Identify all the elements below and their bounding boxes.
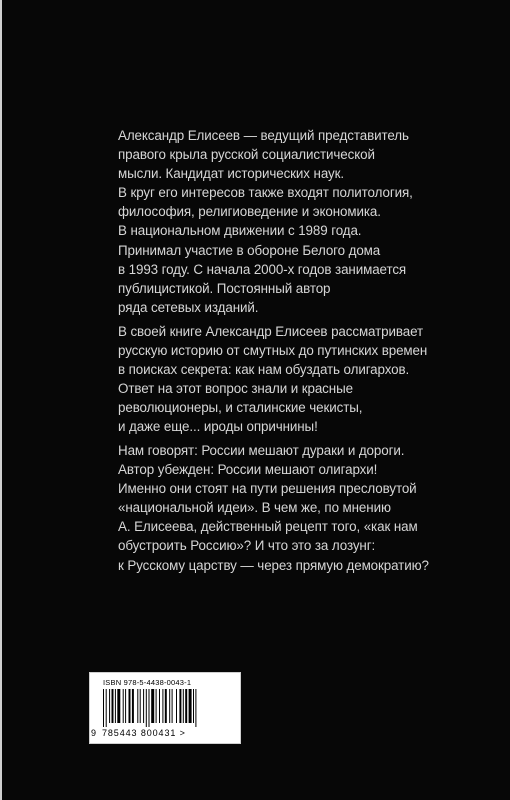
description-line: русскую историю от смутных до путинских времен: [118, 343, 428, 359]
barcode-bar: [146, 689, 147, 727]
barcode-bar: [183, 689, 184, 723]
isbn-label: ISBN 978-5-4438-0043-1: [103, 678, 192, 687]
bio-line: в 1993 году. С начала 2000-х годов занимается: [118, 261, 407, 277]
quote-line: «национальной идеи». В чем же, по мнению: [118, 500, 391, 516]
barcode-bar: [176, 689, 177, 723]
bio-line: Принимал участие в обороне Белого дома: [118, 242, 381, 258]
bio-line: философия, религиоведение и экономика.: [118, 204, 381, 220]
quote-line: Автор убежден: России мешают олигархи!: [118, 462, 378, 478]
barcode-bar: [140, 689, 141, 723]
barcode-bar: [151, 689, 154, 723]
description-line: в поисках секрета: как нам обуздать олигархов.: [118, 362, 410, 378]
barcode-digits: 785443 800431 >: [102, 728, 186, 738]
quote-line: А. Елисеева, действенный рецепт того, «как нам: [118, 519, 418, 535]
description-line: революционеры, и сталинские чекисты,: [118, 400, 363, 416]
book-description: [118, 322, 478, 437]
bio-line: В национальном движении с 1989 года.: [118, 223, 362, 239]
book-quote: [118, 441, 478, 575]
barcode-bar: [132, 689, 134, 723]
quote-line: к Русскому царству — через прямую демократию?: [118, 557, 429, 573]
description-line: Ответ на этот вопрос знали и красные: [118, 381, 353, 397]
description-line: В своей книге Александр Елисеев рассматривает: [118, 324, 424, 339]
bio-line: правого крыла русской социалистической: [118, 147, 375, 163]
barcode-bar: [159, 689, 160, 723]
barcode-bar: [137, 689, 138, 723]
barcode-bar: [185, 689, 187, 723]
barcode-bar: [112, 689, 114, 723]
bio-line: В круг его интересов также входят политология,: [118, 185, 413, 201]
barcode-bar: [115, 689, 116, 723]
bio-line: Александр Елисеев — ведущий представитель: [118, 128, 409, 143]
barcode-bar: [189, 689, 192, 723]
barcode-bar: [143, 689, 144, 723]
quote-line: Нам говорят: России мешают дураки и дороги.: [118, 443, 405, 458]
description-line: и даже еще... ироды опричнины!: [118, 419, 318, 435]
barcode-bar: [179, 689, 181, 723]
barcode-bar: [149, 689, 150, 727]
isbn-barcode: [89, 672, 241, 744]
barcode-first-digit: 9: [91, 728, 97, 738]
barcode-bar: [103, 689, 104, 727]
bio-line: мысли. Кандидат исторических наук.: [118, 166, 344, 182]
barcode-bar: [195, 689, 196, 727]
barcode-bar: [165, 689, 167, 723]
barcode-bar: [193, 689, 194, 723]
barcode-bar: [172, 689, 173, 723]
barcode-bar: [106, 689, 107, 727]
barcode-bar: [117, 689, 120, 723]
barcode-bar: [109, 689, 110, 723]
barcode-bar: [123, 689, 124, 723]
author-bio: [118, 126, 478, 317]
bio-line: публицистикой. Постоянный автор: [118, 280, 331, 296]
barcode-bar: [169, 689, 170, 723]
quote-line: обустроить Россию»? И что это за лозунг:: [118, 538, 376, 554]
bio-line: ряда сетевых изданий.: [118, 299, 259, 315]
barcode-bar: [129, 689, 131, 723]
barcode-bar: [156, 689, 157, 723]
barcode-bar: [162, 689, 163, 723]
quote-line: Именно они стоят на пути решения пресловутой: [118, 481, 417, 497]
barcode-bar: [125, 689, 126, 723]
barcode-bars: [102, 689, 228, 727]
